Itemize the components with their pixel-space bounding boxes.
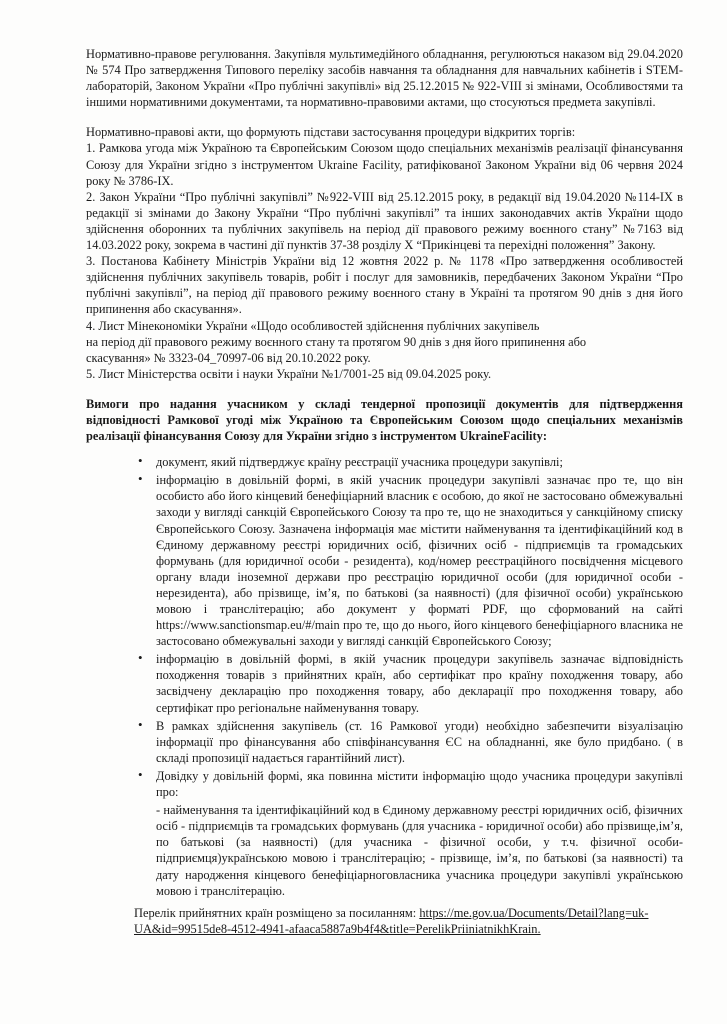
list-item: • інформацію в довільній формі, в якій учасник процедури закупівель зазначає відповідність походження товарів з прийнятних країн, або сертифікат про країну походження товару, або засвідчену декларацію про походження товару, або декларації про походження товару, або сертифікат про регіональне найменування товару. [134, 651, 683, 715]
acceptable-countries-link[interactable]: https://me.gov.ua/Documents/Detail?lang=uk-UA&id=99515de8-4512-4941-afaaca5887a9b4f4&title=PerelikPriiniatnikhKrain. [134, 905, 649, 936]
intro-paragraph-1: Нормативно-правове регулювання. Закупівля мультимедійного обладнання, регулюються наказом від 29.04.2020 № 574 Про затвердження Типового переліку засобів навчання та обладнання для навчальних кабінетів і STEM-лабораторій, Законом України «Про публічні закупівлі» від 25.12.2015 № 922-VIII зі змінами, Особливостями та іншими нормативними документами, та нормативно-правовими актами, що стосуються предмета закупівлі. [86, 47, 683, 110]
requirements-list [86, 454, 683, 899]
numbered-item-1: 1. Рамкова угода між Україною та Європейським Союзом щодо спеціальних механізмів реалізації фінансування Союзу для України згідно з інструментом Ukraine Facility, ратифікованої Законом України від 06 червня 2024 року № 3786-IX. [86, 141, 683, 188]
list-item: • інформацію в довільній формі, в якій учасник процедури закупівлі зазначає про те, що він особисто або його кінцевий бенефіціарний власник є особою, до якої не застосовано обмежувальні заходи у вигляді санкцій Європейського Союзу та про те, що не знаходиться у санкційному списку Європейського Союзу. Зазначена інформація має містити найменування та ідентифікаційний код в Єдиному державному реєстрі юридичних осіб, фізичних осіб - підприємців та громадських формувань (для юридичної особи - резидента), код/номер реєстраційного посвідчення місцевого органу влади іноземної держави про реєстрацію юридичної особи (для юридичної особи - нерезидента), або прізвище, ім’я, по батькові (за наявності) (для фізичної особи) українською мовою і транслітерацію; або документ у форматі PDF, що сформований на сайті https://www.sanctionsmap.eu/#/main про те, що до нього, його кінцевого бенефіціарного власника не застосовано обмежувальні заходи у вигляді санкцій Європейського Союзу; [134, 472, 683, 649]
footer-text: Перелік прийнятних країн розміщено за посиланням: [134, 905, 420, 920]
list-item: • В рамках здійснення закупівель (ст. 16 Рамкової угоди) необхідно забезпечити візуалізацію інформації про фінансування або співфінансування ЄС на обладнанні, яке було придбано. ( в складі пропозиції надається гарантійний лист). [134, 718, 683, 766]
numbered-item-2: 2. Закон України “Про публічні закупівлі” №922-VIII від 25.12.2015 року, в редакції від 19.04.2020 №114-IX в редакції зі змінами до Закону України “Про публічні закупівлі” та інших законодавчих актів України щодо здійснення оборонних та публічних закупівель на період дії правового режиму воєнного стану” №7163 від 14.03.2022 року, зокрема в частині дії пунктів 37-38 розділу X “Прикінцеві та перехідні положення” Закону. [86, 189, 683, 253]
spacer [86, 382, 683, 396]
numbered-item-5: 5. Лист Міністерства освіти і науки України №1/7001-25 від 09.04.2025 року. [86, 366, 492, 381]
list-item: • Довідку у довільній формі, яка повинна містити інформацію щодо учасника процедури закупівлі про: [134, 768, 683, 800]
requirements-heading: Вимоги про надання учасником у складі тендерної пропозиції документів для підтвердження відповідності Рамкової угоді між Україною та Європейським Союзом щодо спеціальних механізмів реалізації фінансування Союзу для України згідно з інструментом UkraineFacility: [86, 396, 683, 444]
intro-paragraph-2: Нормативно-правові акти, що формують підстави застосування процедури відкритих торгів: [86, 125, 576, 140]
numbered-item-3: 3. Постанова Кабінету Міністрів України від 12 жовтня 2022 р. № 1178 «Про затвердження особливостей здійснення публічних закупівель товарів, робіт і послуг для замовників, передбачених Законом України “Про публічні закупівлі”, на період дії правового режиму воєнного стану в Україні та протягом 90 днів з дня його припинення або скасування». [86, 254, 683, 317]
document-body [86, 46, 683, 937]
footer-line [86, 905, 683, 937]
spacer [86, 110, 683, 124]
list-item: • документ, який підтверджує країну реєстрації учасника процедури закупівлі; [134, 454, 683, 470]
numbered-item-4: 4. Лист Мінекономіки України «Щодо особливостей здійснення публічних закупівель [86, 318, 540, 333]
numbered-item-4-continuation-line-2: скасування» № 3323-04_70997-06 від 20.10.2022 року. [86, 350, 371, 365]
list-item-continuation: - найменування та ідентифікаційний код в Єдиному державному реєстрі юридичних осіб, фізичних осіб - підприємців та громадських формувань (для учасника - юридичної особи) або прізвище,ім’я, по батькові (за наявності) (для учасника - фізичної особи, у т.ч. фізичної особи-підприємця)українською мовою і транслітерацію; - прізвище, ім’я, по батькові (за наявності) та дату народження кінцевого бенефіціарноговласника учасника процедури закупівлі українською мовою і транслітерацію. [156, 803, 683, 898]
numbered-item-4-continuation-line-1: на період дії правового режиму воєнного стану та протягом 90 днів з дня його припинення або [86, 334, 587, 349]
